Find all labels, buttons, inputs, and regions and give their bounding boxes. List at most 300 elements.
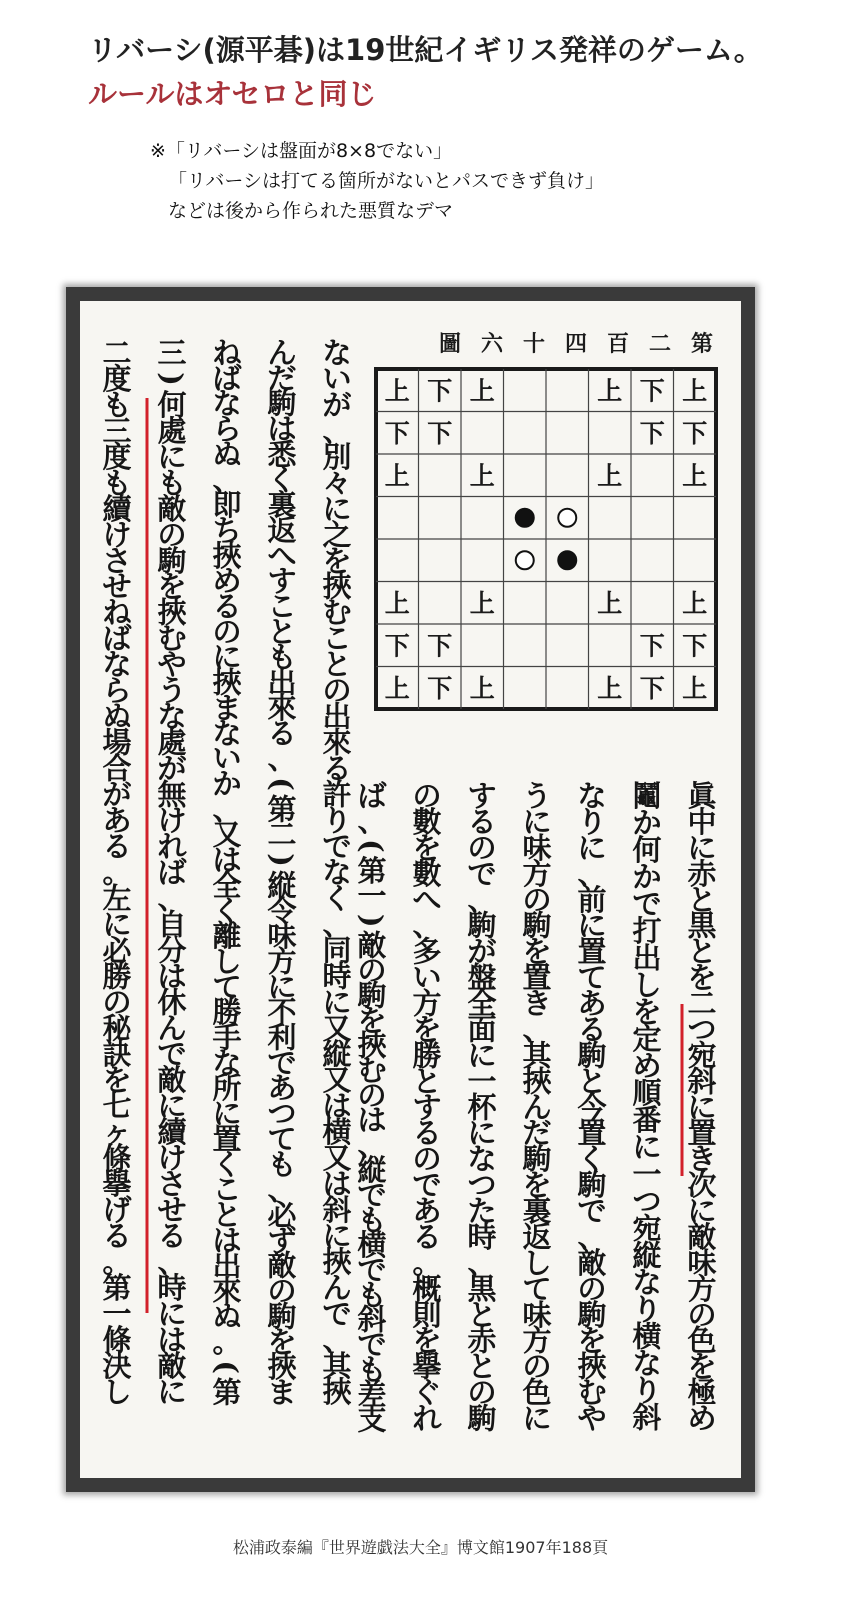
svg-text:の: の: [357, 953, 387, 988]
svg-text:も: も: [102, 465, 132, 500]
svg-text:、: 、: [357, 803, 387, 838]
svg-text:い: い: [212, 741, 242, 776]
svg-text:三: 三: [157, 336, 187, 370]
svg-text:れ: れ: [412, 1401, 442, 1436]
svg-text:不: 不: [267, 995, 297, 1030]
svg-text:擧: 擧: [102, 1167, 132, 1202]
svg-text:手: 手: [212, 1020, 242, 1055]
svg-text:敵: 敵: [267, 1248, 297, 1283]
svg-text:る: る: [102, 1219, 132, 1254]
svg-text:て: て: [267, 1121, 297, 1156]
svg-text:駒: 駒: [357, 978, 387, 1013]
svg-text:で: で: [267, 1045, 297, 1080]
svg-text:勝: 勝: [212, 995, 242, 1030]
svg-text:や: や: [157, 647, 187, 682]
svg-text:七: 七: [102, 1089, 132, 1124]
svg-text:續: 續: [102, 491, 132, 526]
svg-text:だ: だ: [522, 1116, 552, 1151]
svg-text:勝: 勝: [102, 959, 132, 994]
svg-text:、: 、: [322, 907, 352, 942]
svg-text:な: な: [212, 1045, 242, 1080]
svg-text:駒: 駒: [522, 1142, 552, 1177]
svg-text:合: 合: [102, 751, 132, 786]
svg-text:と: と: [687, 934, 717, 969]
svg-text:、: 、: [357, 1128, 387, 1163]
svg-text:又: 又: [212, 817, 242, 852]
svg-text:と: と: [687, 882, 717, 917]
svg-text:は: は: [212, 843, 242, 878]
svg-text:色: 色: [687, 1323, 717, 1358]
svg-text:へ: へ: [267, 538, 297, 573]
svg-text:に: に: [322, 491, 352, 526]
text-column-upper-0: [321, 336, 353, 1409]
svg-text:色: 色: [522, 1375, 552, 1410]
svg-text:番: 番: [632, 1103, 662, 1138]
board-cell-label: 上: [597, 461, 623, 491]
svg-text:敵: 敵: [577, 1245, 607, 1280]
svg-text:に: に: [157, 1296, 187, 1331]
svg-text:挾: 挾: [322, 1244, 352, 1279]
svg-text:一: 一: [357, 878, 387, 913]
svg-text:の: の: [522, 1349, 552, 1384]
svg-text:必: 必: [102, 933, 132, 968]
svg-text:宛: 宛: [632, 1211, 662, 1246]
svg-text:の: の: [412, 1142, 442, 1177]
svg-text:鬮: 鬮: [632, 779, 662, 813]
svg-text:け: け: [157, 803, 187, 838]
board-cell-label: 下: [427, 631, 453, 661]
board-cell-label: 上: [469, 588, 495, 618]
svg-text:一: 一: [632, 1157, 662, 1192]
svg-text:置: 置: [577, 1116, 607, 1151]
svg-text:(: (: [210, 1360, 244, 1374]
board-cell-label: 下: [639, 418, 665, 448]
svg-text:に: に: [467, 1038, 497, 1073]
svg-text:も: も: [357, 1202, 387, 1237]
svg-text:來: 來: [212, 1274, 242, 1309]
svg-text:決: 決: [102, 1348, 132, 1383]
figure-label-char: 圖: [438, 331, 462, 357]
svg-text:(: (: [355, 839, 389, 853]
svg-text:自: 自: [157, 907, 187, 942]
svg-text:を: を: [267, 1324, 297, 1359]
svg-text:ぬ: ぬ: [102, 699, 132, 734]
board-cell-label: 上: [384, 376, 410, 406]
svg-text:ま: ま: [267, 1375, 297, 1410]
svg-text:こ: こ: [212, 1172, 242, 1207]
svg-text:置: 置: [212, 1121, 242, 1156]
note-line-1: ※「リバーシは盤面が8×8でない」: [150, 140, 453, 162]
svg-text:ち: ち: [212, 513, 242, 548]
svg-text:挾: 挾: [212, 538, 242, 573]
svg-text:た: た: [467, 1194, 497, 1229]
svg-text:駒: 駒: [467, 908, 497, 943]
board-cell-label: 下: [639, 631, 665, 661]
svg-text:に: に: [157, 1374, 187, 1409]
board-cell-label: 上: [384, 588, 410, 618]
svg-text:く: く: [322, 881, 352, 916]
svg-text:敵: 敵: [687, 1219, 717, 1254]
svg-text:き: き: [687, 1142, 717, 1177]
svg-text:出: 出: [212, 1248, 242, 1283]
svg-text:の: の: [357, 1078, 387, 1113]
svg-text:が: が: [467, 934, 497, 969]
svg-text:で: で: [577, 1194, 607, 1229]
svg-text:し: し: [522, 1245, 552, 1280]
svg-text:同: 同: [322, 933, 352, 968]
svg-text:第: 第: [102, 1270, 132, 1305]
svg-text:も: も: [267, 1147, 297, 1182]
source-caption: 松浦政泰編『世界遊戯法大全』博文館1907年188頁: [232, 1538, 609, 1557]
svg-text:う: う: [522, 779, 552, 813]
svg-text:け: け: [157, 1141, 187, 1176]
svg-text:挾: 挾: [322, 1374, 352, 1409]
svg-text:挾: 挾: [522, 1064, 552, 1099]
text-column-upper-1: [265, 336, 299, 1409]
svg-text:挾: 挾: [267, 1350, 297, 1385]
black-piece: [516, 509, 534, 527]
svg-text:さ: さ: [102, 543, 132, 578]
svg-text:概: 概: [412, 1271, 442, 1306]
svg-text:駒: 駒: [577, 1297, 607, 1332]
svg-text:と: と: [412, 1064, 442, 1099]
board-cell-label: 上: [384, 461, 410, 491]
svg-text:も: も: [357, 1352, 387, 1387]
svg-text:で: で: [467, 856, 497, 891]
svg-text:又: 又: [322, 1011, 352, 1046]
svg-text:駒: 駒: [522, 908, 552, 943]
svg-text:む: む: [577, 1375, 607, 1410]
board-cell-label: 上: [469, 376, 495, 406]
svg-text:も: も: [357, 1277, 387, 1312]
svg-text:と: と: [467, 1297, 497, 1332]
svg-text:度: 度: [102, 439, 132, 474]
svg-text:出: 出: [632, 941, 662, 976]
svg-text:差: 差: [357, 1377, 387, 1412]
svg-text:は: は: [267, 412, 297, 447]
svg-text:に: に: [267, 969, 297, 1004]
svg-text:今: 今: [577, 1090, 607, 1125]
svg-text:に: に: [522, 1401, 552, 1436]
text-column-upper-4: [102, 336, 133, 1409]
svg-text:横: 横: [322, 1115, 352, 1150]
svg-text:つ: つ: [467, 1168, 497, 1203]
svg-text:を: を: [412, 830, 442, 865]
svg-text:さ: さ: [157, 1167, 187, 1202]
svg-text:、: 、: [322, 413, 352, 448]
svg-text:面: 面: [467, 1012, 497, 1047]
svg-text:。: 。: [102, 1244, 132, 1279]
svg-text:り: り: [322, 803, 352, 838]
svg-text:縦: 縦: [322, 1037, 352, 1072]
svg-text:出: 出: [267, 665, 297, 700]
svg-text:挾: 挾: [212, 665, 242, 700]
board-cell-label: 上: [682, 376, 708, 406]
svg-text:方: 方: [412, 986, 442, 1021]
board-diagram: [376, 331, 716, 709]
svg-text:あ: あ: [267, 1071, 297, 1106]
svg-text:多: 多: [412, 934, 442, 969]
svg-text:方: 方: [522, 1323, 552, 1358]
svg-text:訣: 訣: [102, 1037, 132, 1072]
svg-text:を: を: [522, 934, 552, 969]
svg-text:に: に: [467, 1116, 497, 1151]
svg-text:に: に: [577, 908, 607, 943]
figure-label-char: 四: [564, 331, 588, 357]
svg-text:の: の: [267, 1274, 297, 1309]
scanned-page-frame: [66, 287, 755, 1492]
svg-text:と: と: [267, 614, 297, 649]
svg-text:を: を: [412, 1012, 442, 1047]
note-line-3: などは後から作られた悪質なデマ: [168, 200, 454, 222]
svg-text:む: む: [322, 595, 352, 630]
svg-text:に: に: [522, 804, 552, 839]
svg-text:赤: 赤: [687, 856, 717, 891]
text-column-lower-0: [687, 779, 718, 1436]
svg-text:、: 、: [212, 792, 242, 827]
svg-text:す: す: [467, 779, 497, 813]
figure-label-char: 第: [690, 331, 714, 357]
svg-text:に: に: [157, 439, 187, 474]
svg-text:駒: 駒: [157, 543, 187, 578]
svg-text:を: を: [632, 995, 662, 1030]
text-column-lower-6: [355, 779, 389, 1437]
svg-text:に: に: [687, 1090, 717, 1125]
svg-text:返: 返: [267, 513, 297, 548]
note-line-2: 「リバーシは打てる箇所がないとパスできず負け」: [168, 170, 605, 192]
svg-text:る: る: [102, 829, 132, 864]
svg-text:に: に: [687, 830, 717, 865]
svg-text:に: に: [577, 830, 607, 865]
svg-text:に: に: [212, 640, 242, 675]
svg-text:ぐ: ぐ: [412, 1375, 442, 1410]
svg-text:け: け: [102, 517, 132, 552]
svg-text:杯: 杯: [467, 1090, 497, 1125]
svg-text:何: 何: [157, 387, 187, 422]
svg-text:次: 次: [687, 1168, 717, 1203]
svg-text:打: 打: [632, 914, 662, 949]
svg-text:中: 中: [687, 804, 717, 839]
svg-text:る: る: [412, 1116, 442, 1151]
svg-text:駒: 駒: [467, 1401, 497, 1436]
board-cell-label: 下: [427, 418, 453, 448]
svg-text:一: 一: [102, 1296, 132, 1331]
svg-text:を: を: [687, 1349, 717, 1384]
svg-text:、: 、: [157, 881, 187, 916]
svg-text:か: か: [632, 806, 662, 841]
svg-text:順: 順: [632, 1076, 662, 1111]
svg-text:、: 、: [467, 882, 497, 917]
svg-text:ぬ: ぬ: [212, 1299, 242, 1334]
svg-text:々: 々: [322, 465, 352, 500]
svg-text:で: で: [357, 1178, 387, 1213]
svg-text:な: な: [632, 1265, 662, 1300]
svg-text:場: 場: [102, 725, 132, 760]
svg-text:こ: こ: [267, 589, 297, 624]
figure-label-char: 十: [522, 331, 546, 357]
svg-text:敵: 敵: [357, 928, 387, 963]
svg-text:ん: ん: [322, 1270, 352, 1305]
svg-text:る: る: [467, 804, 497, 839]
svg-text:つ: つ: [632, 1184, 662, 1219]
svg-text:く: く: [267, 462, 297, 497]
svg-text:ば: ば: [357, 779, 387, 813]
svg-text:駒: 駒: [577, 1038, 607, 1073]
svg-text:ぬ: ぬ: [212, 437, 242, 472]
svg-text:一: 一: [467, 1064, 497, 1099]
svg-text:無: 無: [157, 777, 187, 812]
svg-text:處: 處: [157, 725, 187, 760]
svg-text:眞: 眞: [687, 779, 717, 813]
svg-text:利: 利: [267, 1020, 297, 1055]
svg-text:は: は: [212, 1223, 242, 1258]
text-column-lower-2: [576, 779, 607, 1436]
svg-text:に: に: [322, 1219, 352, 1254]
svg-text:敵: 敵: [157, 491, 187, 526]
svg-text:い: い: [412, 960, 442, 995]
svg-text:駒: 駒: [267, 1299, 297, 1334]
svg-text:赤: 赤: [467, 1323, 497, 1358]
svg-text:縦: 縦: [267, 868, 297, 903]
svg-text:、: 、: [467, 1245, 497, 1280]
svg-text:に: に: [322, 985, 352, 1020]
svg-text:悉: 悉: [267, 437, 297, 472]
svg-text:時: 時: [467, 1219, 497, 1254]
svg-text:。: 。: [102, 855, 132, 890]
svg-text:な: な: [322, 855, 352, 890]
svg-text:と: と: [212, 1198, 242, 1233]
board-cell-label: 下: [682, 418, 708, 448]
svg-text:む: む: [157, 621, 187, 656]
svg-text:の: の: [102, 985, 132, 1020]
svg-text:斜: 斜: [357, 1302, 387, 1337]
svg-text:ら: ら: [212, 412, 242, 447]
board-cell-label: 下: [384, 418, 410, 448]
svg-text:挾: 挾: [322, 569, 352, 604]
text-column-lower-5: [412, 779, 442, 1436]
figure-label-char: 六: [480, 331, 504, 357]
svg-text:擧: 擧: [412, 1349, 442, 1384]
svg-text:の: の: [522, 882, 552, 917]
svg-text:挾: 挾: [357, 1028, 387, 1063]
header-title: リバーシ(源平碁)は19世紀イギリス発祥のゲーム。: [88, 33, 763, 67]
svg-text:裏: 裏: [522, 1194, 552, 1229]
svg-text:敵: 敵: [157, 1063, 187, 1098]
svg-text:三: 三: [102, 413, 132, 448]
svg-text:き: き: [522, 986, 552, 1021]
svg-text:で: で: [322, 829, 352, 864]
svg-text:方: 方: [267, 944, 297, 979]
svg-text:し: し: [102, 1374, 132, 1409]
svg-text:う: う: [157, 673, 187, 708]
svg-text:、: 、: [412, 908, 442, 943]
board-cell-label: 上: [597, 376, 623, 406]
svg-text:り: り: [632, 1373, 662, 1408]
svg-text:で: で: [322, 1296, 352, 1331]
svg-text:ま: ま: [212, 690, 242, 725]
svg-text:り: り: [577, 804, 607, 839]
svg-text:や: や: [577, 1401, 607, 1436]
svg-text:宛: 宛: [687, 1038, 717, 1073]
svg-text:は: は: [357, 1103, 387, 1138]
svg-text:げ: げ: [102, 1193, 132, 1228]
svg-text:く: く: [212, 893, 242, 928]
svg-text:も: も: [157, 465, 187, 500]
svg-text:駒: 駒: [577, 1168, 607, 1203]
svg-text:許: 許: [322, 777, 352, 812]
svg-text:は: は: [322, 1089, 352, 1124]
svg-text:令: 令: [267, 893, 297, 928]
white-piece: [516, 551, 534, 569]
svg-text:の: の: [412, 779, 442, 813]
svg-text:れ: れ: [157, 829, 187, 864]
svg-text:味: 味: [267, 919, 297, 954]
svg-text:出: 出: [322, 699, 352, 734]
svg-text:を: を: [157, 569, 187, 604]
svg-text:横: 横: [357, 1227, 387, 1262]
board-cell-label: 下: [384, 631, 410, 661]
svg-text:、: 、: [322, 1322, 352, 1357]
svg-text:駒: 駒: [267, 386, 297, 421]
svg-text:で: で: [157, 1037, 187, 1072]
svg-text:置: 置: [577, 934, 607, 969]
svg-text:斜: 斜: [322, 1193, 352, 1228]
svg-text:な: な: [212, 386, 242, 421]
svg-text:に: に: [157, 1089, 187, 1124]
svg-text:秘: 秘: [102, 1011, 132, 1046]
notes: [150, 136, 604, 226]
svg-text:斜: 斜: [687, 1064, 717, 1099]
svg-text:す: す: [267, 564, 297, 599]
svg-text:挾: 挾: [157, 595, 187, 630]
svg-text:て: て: [577, 960, 607, 995]
svg-text:つ: つ: [687, 1012, 717, 1047]
svg-text:る: る: [157, 1219, 187, 1254]
svg-text:を: を: [522, 1168, 552, 1203]
svg-text:の: の: [577, 1271, 607, 1306]
svg-text:之: 之: [322, 517, 352, 552]
svg-text:又: 又: [322, 1141, 352, 1176]
svg-text:横: 横: [632, 1319, 662, 1354]
svg-text:で: で: [412, 1168, 442, 1203]
svg-text:ん: ん: [267, 336, 297, 370]
board-cell-label: 上: [469, 673, 495, 703]
svg-text:休: 休: [157, 985, 187, 1020]
svg-text:な: な: [467, 1142, 497, 1177]
svg-text:所: 所: [212, 1071, 242, 1106]
svg-text:の: の: [467, 1375, 497, 1410]
svg-text:る: る: [212, 589, 242, 624]
svg-text:左: 左: [102, 881, 132, 916]
svg-text:數: 數: [412, 856, 442, 891]
svg-text:必: 必: [267, 1198, 297, 1233]
svg-text:く: く: [212, 1147, 242, 1182]
svg-text:す: す: [412, 1090, 442, 1125]
scan-svg: [80, 301, 741, 1478]
svg-text:斜: 斜: [632, 1400, 662, 1435]
board-cell-label: 上: [682, 461, 708, 491]
svg-text:全: 全: [467, 986, 497, 1021]
svg-text:二: 二: [267, 817, 297, 852]
svg-text:る: る: [322, 751, 352, 786]
svg-text:方: 方: [687, 1271, 717, 1306]
board-cell-label: 上: [682, 673, 708, 703]
svg-text:即: 即: [212, 488, 242, 523]
svg-text:の: の: [687, 1297, 717, 1332]
svg-text:を: を: [577, 1323, 607, 1358]
svg-text:其: 其: [522, 1038, 552, 1073]
figure-label-char: 百: [606, 331, 630, 357]
